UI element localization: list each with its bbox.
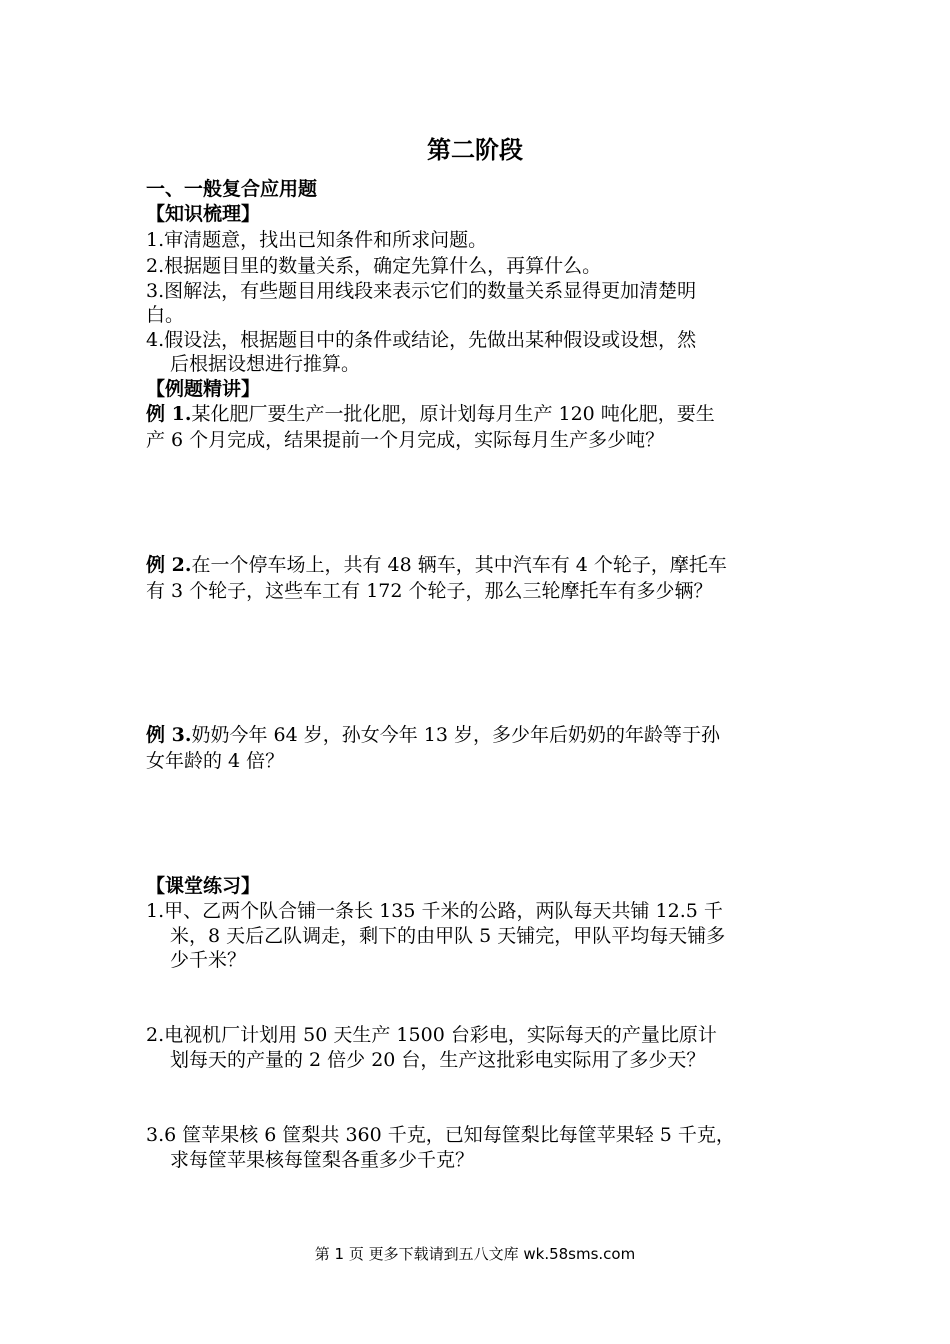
- examples-heading: 【例题精讲】: [146, 378, 261, 400]
- knowledge-item-3-cont: 白。: [146, 304, 185, 326]
- example-2-cont: 有 3 个轮子，这些车工有 172 个轮子，那么三轮摩托车有多少辆？: [146, 580, 713, 602]
- practice-2: 2.电视机厂计划用 50 天生产 1500 台彩电，实际每天的产量比原计: [146, 1024, 717, 1046]
- practice-2-cont: 划每天的产量的 2 倍少 20 台，生产这批彩电实际用了多少天？: [170, 1049, 706, 1071]
- practice-3-cont: 求每筐苹果核每筐梨各重多少千克？: [170, 1149, 475, 1171]
- practice-3: 3.6 筐苹果核 6 筐梨共 360 千克，已知每筐梨比每筐苹果轻 5 千克，: [146, 1124, 735, 1146]
- section-heading: 一、一般复合应用题: [146, 178, 318, 200]
- knowledge-item-4-cont: 后根据设想进行推算。: [170, 353, 361, 375]
- knowledge-item-1: 1.审清题意，找出已知条件和所求问题。: [146, 229, 488, 251]
- practice-heading: 【课堂练习】: [146, 875, 261, 897]
- knowledge-item-4: 4.假设法，根据题目中的条件或结论，先做出某种假设或设想，然: [146, 329, 697, 351]
- example-3: [146, 722, 806, 748]
- example-1: [146, 401, 806, 427]
- example-1-label: 例 1.: [146, 403, 192, 425]
- example-3-label: 例 3.: [146, 724, 192, 746]
- example-3-cont: 女年龄的 4 倍？: [146, 750, 285, 772]
- example-1-text: 某化肥厂要生产一批化肥，原计划每月生产 120 吨化肥，要生: [191, 403, 715, 425]
- knowledge-item-2: 2.根据题目里的数量关系，确定先算什么，再算什么。: [146, 255, 602, 277]
- example-3-text: 奶奶今年 64 岁，孙女今年 13 岁，多少年后奶奶的年龄等于孙: [191, 724, 720, 746]
- page-footer: 第 1 页 更多下载请到五八文库 wk.58sms.com: [314, 1245, 636, 1263]
- knowledge-item-3: 3.图解法，有些题目用线段来表示它们的数量关系显得更加清楚明: [146, 280, 697, 302]
- example-2-label: 例 2.: [146, 554, 192, 576]
- knowledge-heading: 【知识梳理】: [146, 203, 261, 225]
- practice-1: 1.甲、乙两个队合铺一条长 135 千米的公路，两队每天共铺 12.5 千: [146, 900, 723, 922]
- page-title: 第二阶段: [427, 135, 523, 164]
- example-2-text: 在一个停车场上，共有 48 辆车，其中汽车有 4 个轮子，摩托车: [191, 554, 727, 576]
- practice-1-cont: 米，8 天后乙队调走，剩下的由甲队 5 天铺完，甲队平均每天铺多: [170, 925, 726, 947]
- example-1-cont: 产 6 个月完成，结果提前一个月完成，实际每月生产多少吨？: [146, 429, 665, 451]
- practice-1-cont-2: 少千米？: [170, 949, 247, 971]
- example-2: [146, 552, 806, 578]
